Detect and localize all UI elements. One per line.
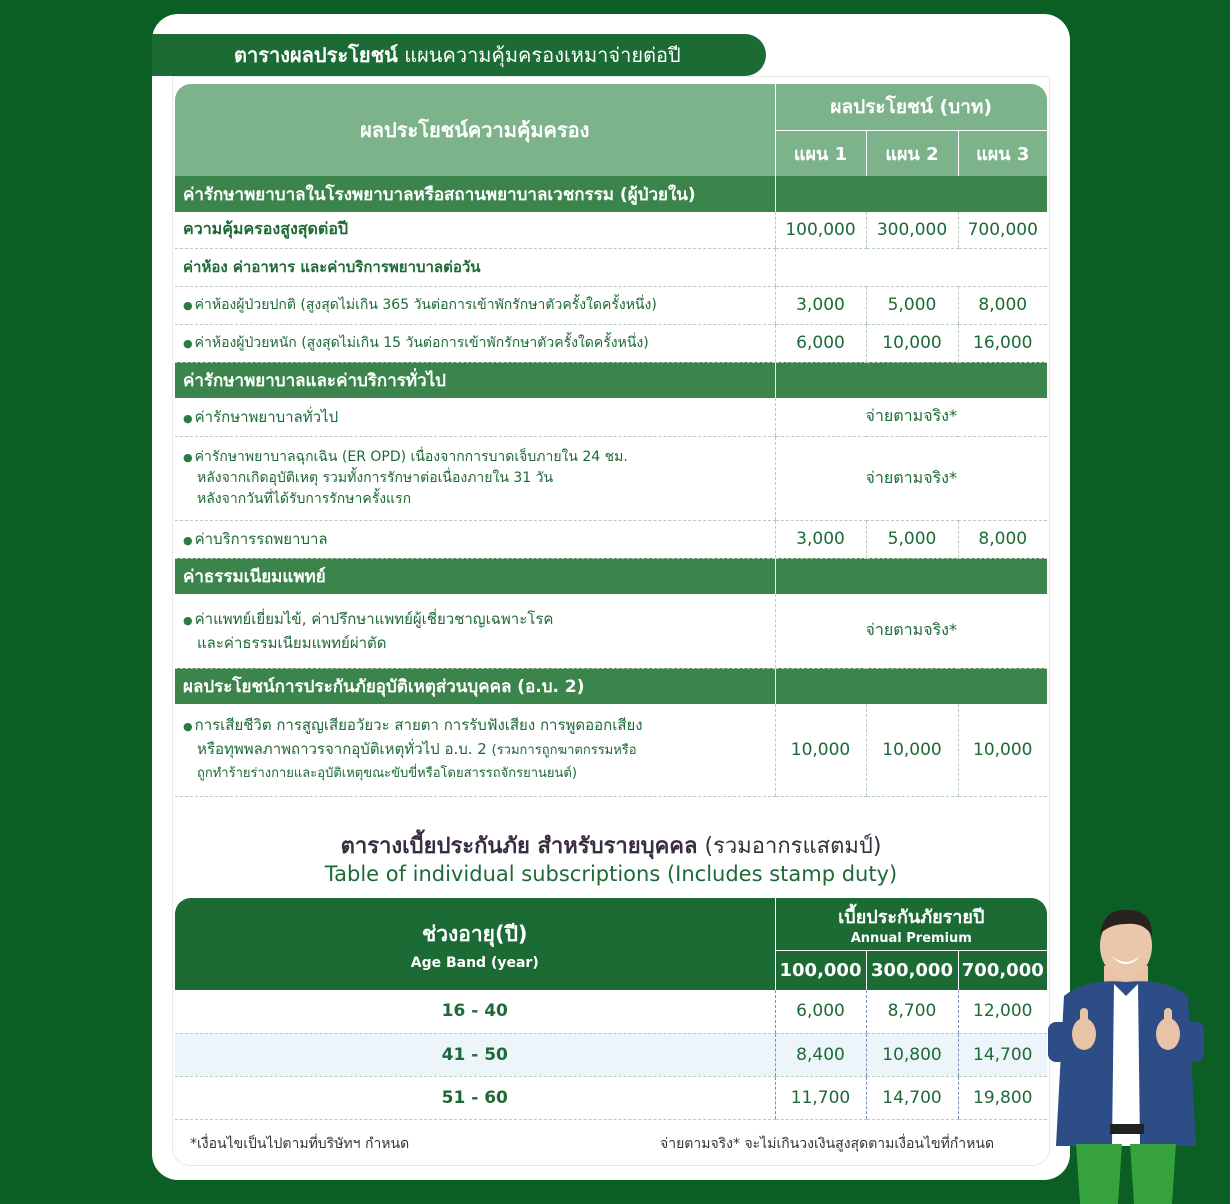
accident-label: ● การเสียชีวิต การสูญเสียอวัยวะ สายตา การรับฟังเสียง การพูดออกเสียง หรือทุพพลภาพถาวรจากอุบัติเหตุทั่วไป อ.บ. 2 (รวมการถูกฆาตกรรมหรือ ถูกทำร้ายร่างกายและอุบัติเหตุขณะขับขี่หรือโดยสารรถจักรยานยนต์) — [175, 704, 775, 796]
premium-value: 8,400 — [775, 1033, 866, 1076]
plan-3-header: แผน 3 — [958, 130, 1047, 176]
premium-value: 10,800 — [866, 1033, 958, 1076]
table-row — [175, 1033, 1047, 1076]
doctor-fee-value: จ่ายตามจริง* — [775, 594, 1047, 668]
doctor-fee-label: ● ค่าแพทย์เยี่ยมไข้, ค่าปรึกษาแพทย์ผู้เชี่ยวชาญเฉพาะโรค และค่าธรรมเนียมแพทย์ผ่าตัด — [175, 594, 775, 668]
ambulance-plan3: 8,000 — [958, 520, 1047, 558]
max-coverage-label: ความคุ้มครองสูงสุดต่อปี — [175, 212, 775, 248]
premium-table — [175, 898, 1047, 1120]
premium-value: 14,700 — [958, 1033, 1047, 1076]
accident-plan2: 10,000 — [866, 704, 958, 796]
premium-title: ตารางเบี้ยประกันภัย สำหรับรายบุคคล (รวมอากรแสตมป์) — [340, 834, 882, 859]
bullet-icon: ● — [183, 450, 193, 464]
table-row — [175, 1076, 1047, 1119]
benefit-title-bold: ตารางผลประโยชน์ — [234, 43, 398, 67]
bullet-icon: ● — [183, 299, 193, 312]
bullet-icon: ● — [183, 337, 193, 350]
benefit-table — [175, 84, 1047, 797]
max-coverage-plan2: 300,000 — [866, 212, 958, 248]
coverage-300k-header: 300,000 — [866, 950, 958, 990]
premium-value: 11,700 — [775, 1076, 866, 1119]
ambulance-plan2: 5,000 — [866, 520, 958, 558]
benefit-col-header: ผลประโยชน์ความคุ้มครอง — [175, 84, 775, 176]
benefit-title-rest: แผนความคุ้มครองเหมาจ่ายต่อปี — [404, 43, 681, 67]
age-band: 51 - 60 — [175, 1076, 775, 1119]
premium-value: 12,000 — [958, 990, 1047, 1033]
section-general: ค่ารักษาพยาบาลและค่าบริการทั่วไป — [175, 362, 775, 398]
room-board-label: ค่าห้อง ค่าอาหาร และค่าบริการพยาบาลต่อวัน — [175, 248, 775, 286]
max-coverage-plan3: 700,000 — [958, 212, 1047, 248]
annual-premium-header: เบี้ยประกันภัยรายปี Annual Premium — [775, 898, 1047, 950]
er-opd-label: ● ค่ารักษาพยาบาลฉุกเฉิน (ER OPD) เนื่องจากการบาดเจ็บภายใน 24 ชม. หลังจากเกิดอุบัติเหตุ รวมทั้งการรักษาต่อเนื่องภายใน 31 วัน หลังจากวันที่ได้รับการรักษาครั้งแรก — [175, 436, 775, 520]
table-row — [175, 990, 1047, 1033]
room-icu-plan2: 10,000 — [866, 324, 958, 362]
section-inpatient: ค่ารักษาพยาบาลในโรงพยาบาลหรือสถานพยาบาลเวชกรรม (ผู้ป่วยใน) — [175, 176, 775, 212]
premium-value: 8,700 — [866, 990, 958, 1033]
room-normal-plan3: 8,000 — [958, 286, 1047, 324]
premium-subtitle: Table of individual subscriptions (Includes stamp duty) — [324, 862, 898, 886]
age-band-header: ช่วงอายุ(ปี) Age Band (year) — [175, 898, 775, 990]
room-normal-plan1: 3,000 — [775, 286, 866, 324]
bullet-icon: ● — [183, 720, 193, 734]
accident-plan1: 10,000 — [775, 704, 866, 796]
plan-2-header: แผน 2 — [866, 130, 958, 176]
thumbs-up-man-image — [1046, 906, 1206, 1204]
bullet-icon: ● — [183, 613, 193, 627]
ambulance-plan1: 3,000 — [775, 520, 866, 558]
bullet-icon: ● — [183, 534, 193, 547]
age-band: 16 - 40 — [175, 990, 775, 1033]
room-icu-label: ● ค่าห้องผู้ป่วยหนัก (สูงสุดไม่เกิน 15 วันต่อการเข้าพักรักษาตัวครั้งใดครั้งหนึ่ง) — [175, 324, 775, 362]
premium-value: 14,700 — [866, 1076, 958, 1119]
room-icu-plan1: 6,000 — [775, 324, 866, 362]
footnote-actual-pay: จ่ายตามจริง* จะไม่เกินวงเงินสูงสุดตามเงื่อนไขที่กำหนด — [660, 1136, 995, 1152]
premium-value: 6,000 — [775, 990, 866, 1033]
footnote-conditions: *เงื่อนไขเป็นไปตามที่บริษัทฯ กำหนด — [190, 1136, 410, 1152]
room-normal-plan2: 5,000 — [866, 286, 958, 324]
benefit-title-banner — [152, 34, 766, 76]
max-coverage-plan1: 100,000 — [775, 212, 866, 248]
age-band: 41 - 50 — [175, 1033, 775, 1076]
ambulance-label: ● ค่าบริการรถพยาบาล — [175, 520, 775, 558]
bullet-icon: ● — [183, 411, 193, 425]
general-care-value: จ่ายตามจริง* — [775, 398, 1047, 436]
er-opd-value: จ่ายตามจริง* — [775, 436, 1047, 520]
section-accident: ผลประโยชน์การประกันภัยอุบัติเหตุส่วนบุคคล (อ.บ. 2) — [175, 668, 775, 704]
plan-1-header: แผน 1 — [775, 130, 866, 176]
room-normal-label: ● ค่าห้องผู้ป่วยปกติ (สูงสุดไม่เกิน 365 วันต่อการเข้าพักรักษาตัวครั้งใดครั้งหนึ่ง) — [175, 286, 775, 324]
coverage-700k-header: 700,000 — [958, 950, 1047, 990]
premium-value: 19,800 — [958, 1076, 1047, 1119]
accident-plan3: 10,000 — [958, 704, 1047, 796]
room-icu-plan3: 16,000 — [958, 324, 1047, 362]
section-doctor: ค่าธรรมเนียมแพทย์ — [175, 558, 775, 594]
general-care-label: ● ค่ารักษาพยาบาลทั่วไป — [175, 398, 775, 436]
benefit-amount-header: ผลประโยชน์ (บาท) — [775, 84, 1047, 130]
coverage-100k-header: 100,000 — [775, 950, 866, 990]
